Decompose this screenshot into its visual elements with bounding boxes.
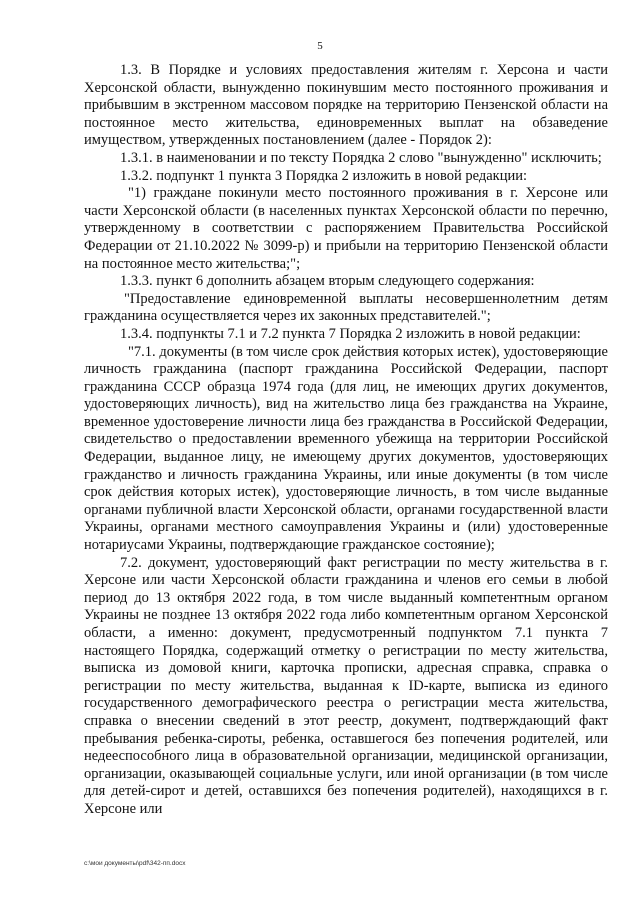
paragraph-1-3-1: 1.3.1. в наименовании и по тексту Порядка 2 слово "вынужденно" исключить; bbox=[120, 149, 602, 166]
document-body bbox=[84, 62, 608, 819]
paragraph-quote-payment: "Предоставление единовременной выплаты несовершеннолетним детям гражданина осуществляется через их законных представителей."; bbox=[84, 290, 608, 325]
footer-file-path: c:\мои документы\pdf\342-пп.docx bbox=[84, 860, 186, 867]
page-number: 5 bbox=[317, 40, 323, 52]
paragraph-7-2: 7.2. документ, удостоверяющий факт регистрации по месту жительства в г. Херсоне или части Херсонской области гражданина и членов его семьи в любой период до 13 октября 2022 года, в том числе выданный компетентным органом Украины не позднее 13 октября 2022 года либо компетентным органом Херсонской области, а именно: документ, предусмотренный подпунктом 7.1 пункта 7 настоящего Порядка, содержащий отметку о регистрации по месту жительства, выписка из домовой книги, карточка прописки, адресная справка, справка о регистрации по месту жительства, выданная к ID-карте, выписка из единого государственного демографического реестра о регистрации места жительства, справка о внесении сведений в этот реестр, документ, подтверждающий факт пребывания ребенка-сироты, ребенка, оставшегося без попечения родителей, или недееспособного лица в образовательной организации, медицинской организации, организации, оказывающей социальные услуги, или иной организации (в том числе для детей-сирот и детей, оставшихся без попечения родителей), находящихся в г. Херсоне или bbox=[84, 554, 608, 817]
paragraph-1-3: 1.3. В Порядке и условиях предоставления жителям г. Херсона и части Херсонской области, вынужденно покинувшим место постоянного проживания и прибывшим в экстренном массовом порядке на территорию Пензенской области на постоянное место жительства, единовременных выплат на обзаведение имуществом, утвержденных постановлением (далее - Порядок 2): bbox=[84, 62, 608, 149]
paragraph-quote-item-1: "1) граждане покинули место постоянного проживания в г. Херсоне или части Херсонской области (в населенных пунктах Херсонской области по перечню, утвержденному в соответствии с распоряжением Правительства Российской Федерации от 21.10.2022 № 3099-р) и прибыли на территорию Пензенской области на постоянное место жительства;"; bbox=[84, 185, 608, 272]
paragraph-1-3-3: 1.3.3. пункт 6 дополнить абзацем вторым следующего содержания: bbox=[120, 273, 535, 290]
paragraph-7-1: "7.1. документы (в том числе срок действия которых истек), удостоверяющие личность гражданина (паспорт гражданина Российской Федерации, паспорт гражданина СССР образца 1974 года (для лиц, не имеющих других документов, удостоверяющих личность), вид на жительство лица без гражданства на Украине, временное удостоверение личности лица без гражданства в Российской Федерации, свидетельство о предоставлении временного убежища на территории Российской Федерации, выданное лицу, не имеющему других документов, удостоверяющих гражданство и личность гражданина Украины, или иные документы (в том числе срок действия которых истек), удостоверяющие личность, в том числе выданные органами публичной власти Херсонской области, органами государственной власти Украины, органами местного самоуправления Украины и (или) удостоверенные нотариусами Украины, подтверждающие гражданское состояние); bbox=[84, 343, 608, 554]
paragraph-1-3-2: 1.3.2. подпункт 1 пункта 3 Порядка 2 изложить в новой редакции: bbox=[120, 167, 528, 184]
paragraph-1-3-4: 1.3.4. подпункты 7.1 и 7.2 пункта 7 Порядка 2 изложить в новой редакции: bbox=[120, 325, 581, 342]
